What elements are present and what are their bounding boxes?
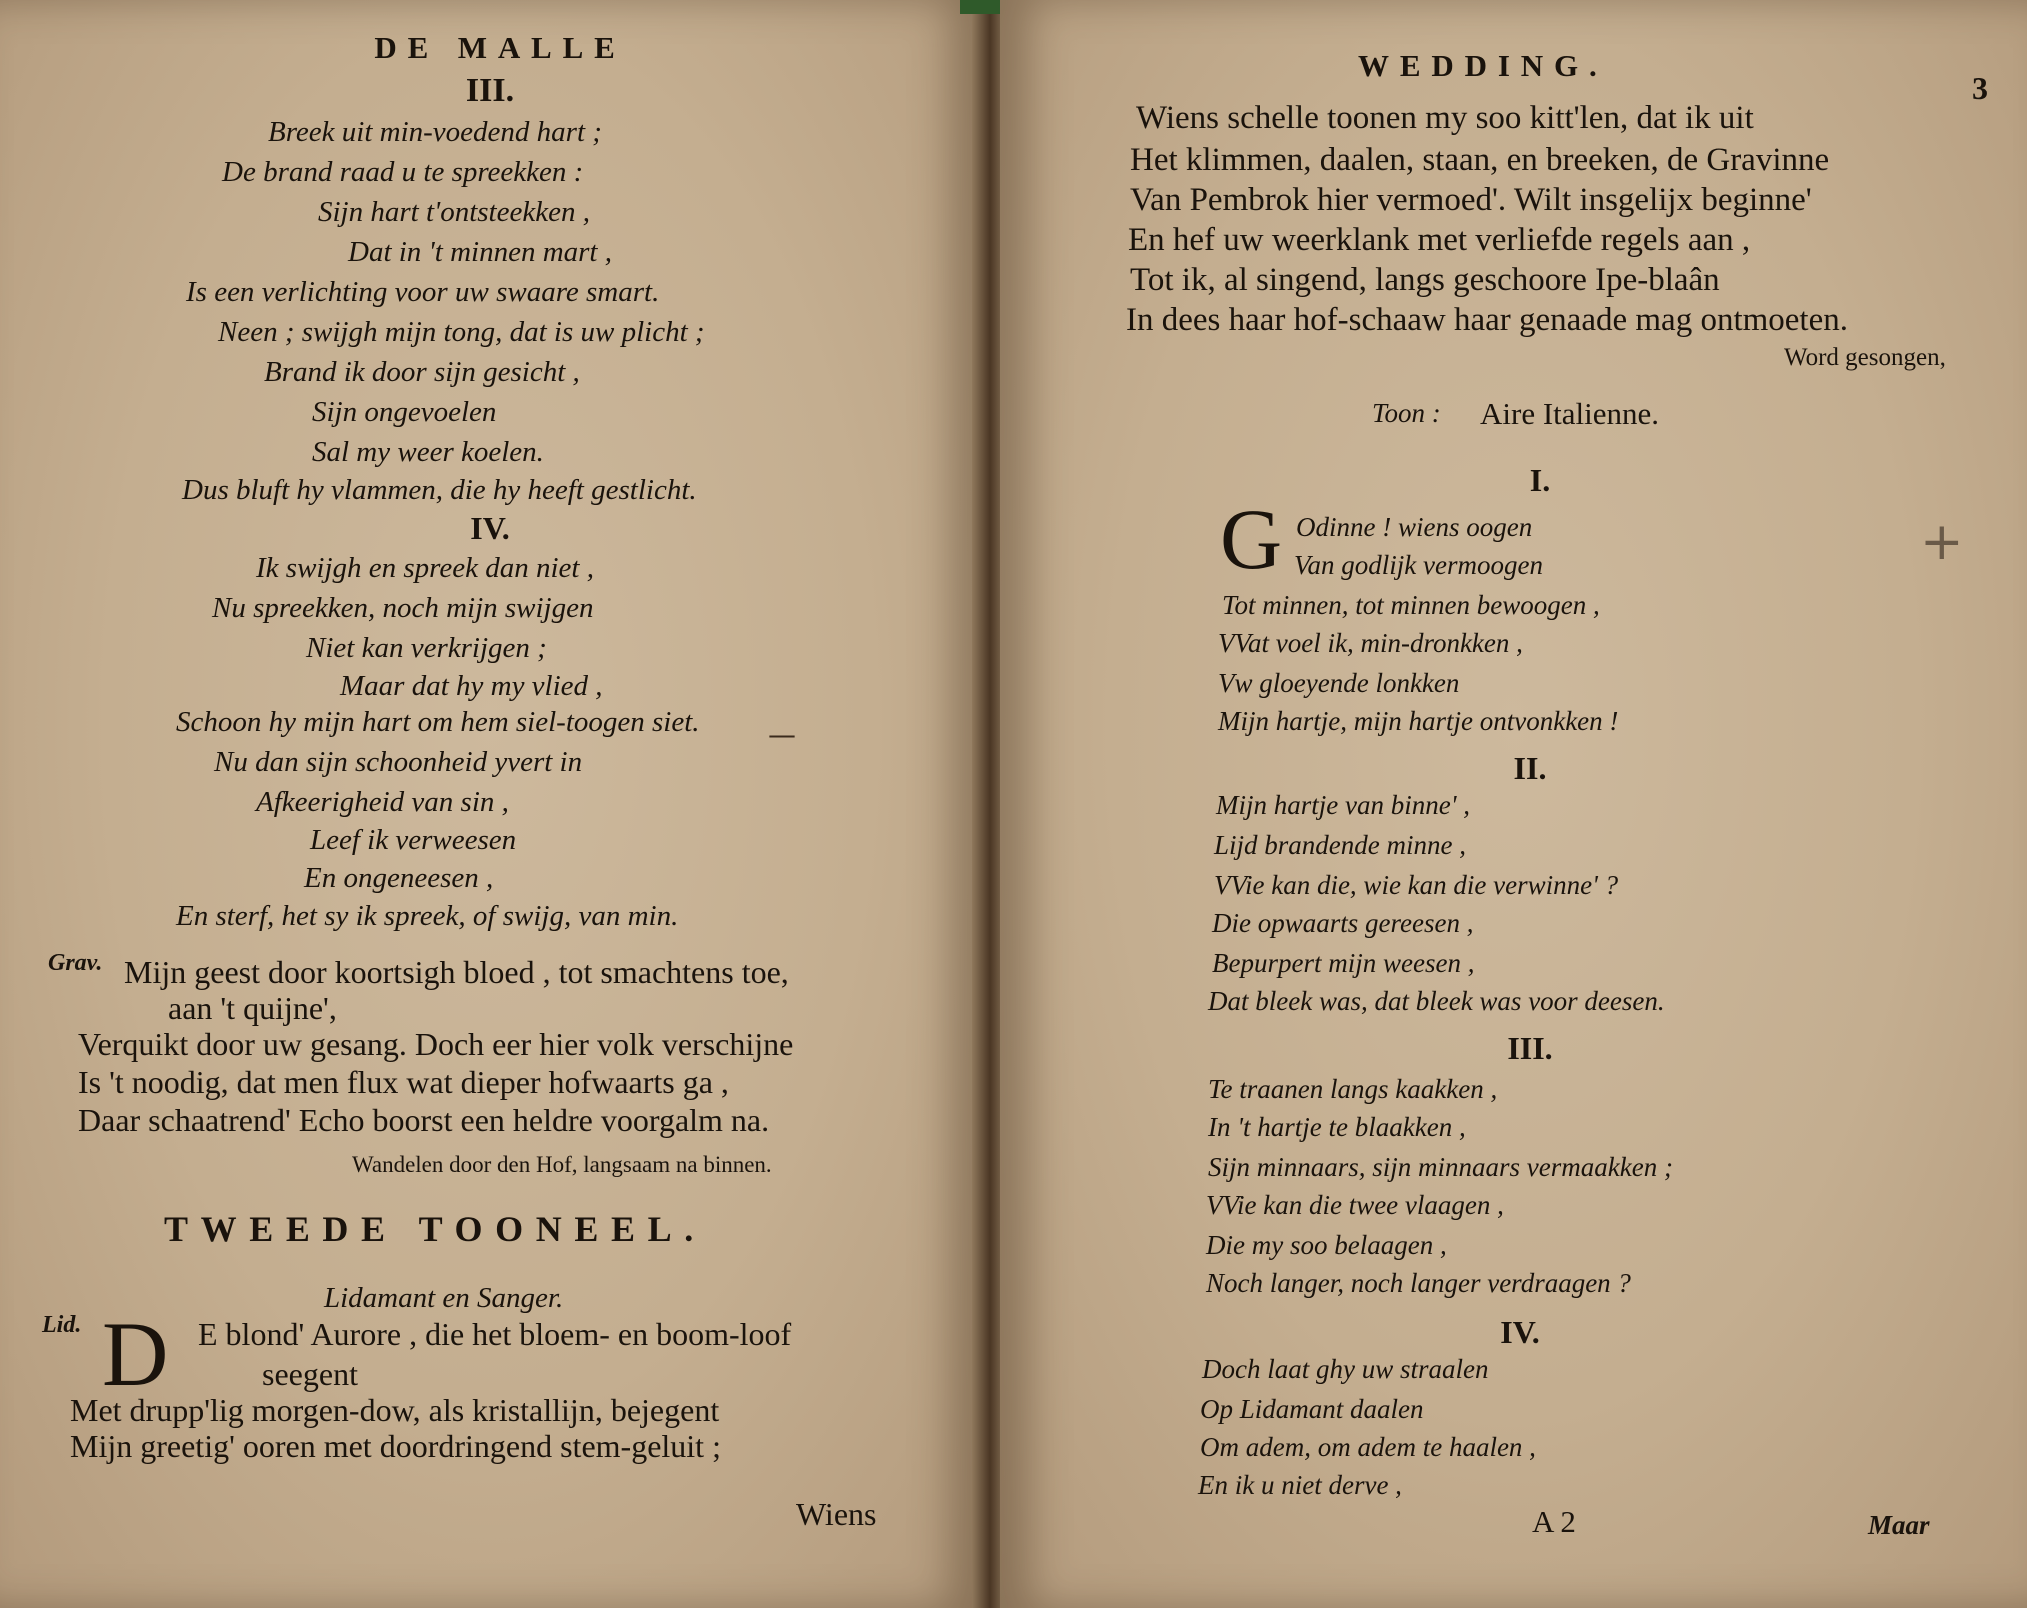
drop-capital: D (102, 1303, 169, 1405)
speaker-label: Lid. (42, 1312, 82, 1338)
verse-line: De brand raad u te spreekken : (222, 156, 584, 188)
song-line: VVat voel ik, min-dronkken , (1218, 628, 1523, 658)
stage-direction: Word gesongen, (1784, 344, 1946, 371)
verse-line: Schoon hy mijn hart om hem siel-toogen siet. (176, 706, 700, 738)
verse-line: Afkeerigheid van sin , (256, 786, 509, 818)
speech-line: In dees haar hof-schaaw haar genaade mag ontmoeten. (1126, 302, 1848, 338)
catchword: Maar (1868, 1510, 1930, 1540)
song-line: Van godlijk vermoogen (1294, 550, 1543, 580)
verse-line: Sijn ongevoelen (312, 396, 497, 428)
song-line: Mijn hartje van binne' , (1216, 790, 1470, 820)
song-line: Vw gloeyende lonkken (1218, 668, 1460, 698)
song-line: Dat bleek was, dat bleek was voor deesen. (1208, 986, 1665, 1016)
speaker-label: Grav. (48, 950, 103, 976)
left-page (0, 0, 980, 1608)
verse-line: Brand ik door sijn gesicht , (264, 356, 580, 388)
song-line: VVie kan die, wie kan die verwinne' ? (1214, 870, 1619, 900)
verse-line: Nu spreekken, noch mijn swijgen (212, 592, 594, 624)
song-line: Die my soo belaagen , (1206, 1230, 1447, 1260)
verse-line: Neen ; swijgh mijn tong, dat is uw plicht ; (218, 316, 705, 348)
verse-line: En sterf, het sy ik spreek, of swijg, van min. (176, 900, 679, 932)
tune-label: Toon : (1372, 398, 1441, 428)
speech-line: Wiens schelle toonen my soo kitt'len, dat ik uit (1136, 100, 1754, 136)
song-line: Die opwaarts gereesen , (1212, 908, 1474, 938)
speech-line: Het klimmen, daalen, staan, en breeken, de Gravinne (1130, 142, 1830, 178)
speech-line: Van Pembrok hier vermoed'. Wilt insgelijx beginne' (1130, 182, 1812, 218)
character-list: Lidamant en Sanger. (324, 1282, 564, 1314)
speech-line: En hef uw weerklank met verliefde regels aan , (1128, 222, 1751, 258)
speech-line: E blond' Aurore , die het bloem- en boom-loof (198, 1316, 792, 1352)
scene-title: TWEEDE TOONEEL. (164, 1209, 706, 1249)
song-line: Tot minnen, tot minnen bewoogen , (1222, 590, 1600, 620)
song-line: Doch laat ghy uw straalen (1202, 1354, 1489, 1384)
verse-line: Is een verlichting voor uw swaare smart. (186, 276, 660, 308)
catchword: Wiens (796, 1496, 877, 1532)
verse-line: Maar dat hy my vlied , (340, 670, 603, 702)
song-line: Om adem, om adem te haalen , (1200, 1432, 1536, 1462)
verse-line: Breek uit min-voedend hart ; (268, 116, 602, 148)
stage-direction: Wandelen door den Hof, langsaam na binnen. (352, 1152, 772, 1177)
song-stanza-number: I. (1529, 462, 1551, 498)
speech-line: Met drupp'lig morgen-dow, als kristallijn, bejegent (70, 1392, 720, 1428)
verse-line: Sijn hart t'ontsteekken , (318, 196, 590, 228)
tune-name: Aire Italienne. (1480, 396, 1660, 431)
song-line: VVie kan die twee vlaagen , (1206, 1190, 1504, 1220)
verse-line: En ongeneesen , (304, 862, 494, 894)
verse-line: Dus bluft hy vlammen, die hy heeft gestlicht. (182, 474, 697, 506)
verse-line: Nu dan sijn schoonheid yvert in (214, 746, 583, 778)
song-stanza-number: III. (1507, 1030, 1553, 1066)
signature-mark: A 2 (1532, 1504, 1576, 1539)
song-line: Bepurpert mijn weesen , (1212, 948, 1475, 978)
verse-line: Dat in 't minnen mart , (348, 236, 612, 268)
stanza-number: III. (465, 72, 515, 109)
song-line: Lijd brandende minne , (1214, 830, 1466, 860)
verse-line: Ik swijgh en spreek dan niet , (256, 552, 594, 584)
dash-mark: — (768, 718, 796, 751)
song-line: Noch langer, noch langer verdraagen ? (1206, 1268, 1631, 1298)
page-number: 3 (1972, 70, 1988, 106)
speech-line: Mijn greetig' ooren met doordringend stem-geluit ; (70, 1428, 721, 1464)
song-line: Odinne ! wiens oogen (1296, 512, 1533, 542)
speech-line: aan 't quijne', (168, 990, 337, 1026)
song-line: Sijn minnaars, sijn minnaars vermaakken ; (1208, 1152, 1673, 1182)
song-line: In 't hartje te blaakken , (1208, 1112, 1466, 1142)
speech-line: Is 't noodig, dat men flux wat dieper hofwaarts ga , (78, 1064, 729, 1100)
song-line: Te traanen langs kaakken , (1208, 1074, 1498, 1104)
right-running-head: WEDDING. (1358, 48, 1608, 83)
speech-line: Mijn geest door koortsigh bloed , tot smachtens toe, (124, 954, 789, 990)
speech-line: Tot ik, al singend, langs geschoore Ipe-blaân (1130, 262, 1720, 298)
right-page (1000, 0, 2027, 1608)
speech-line: seegent (262, 1356, 358, 1392)
song-line: Mijn hartje, mijn hartje ontvonkken ! (1218, 706, 1619, 736)
verse-line: Leef ik verweesen (310, 824, 517, 856)
song-stanza-number: II. (1513, 750, 1547, 786)
speech-line: Verquikt door uw gesang. Doch eer hier volk verschijne (78, 1026, 794, 1062)
stanza-number: IV. (470, 510, 510, 546)
song-line: Op Lidamant daalen (1200, 1394, 1424, 1424)
left-running-head: DE MALLE (374, 30, 626, 65)
verse-line: Sal my weer koelen. (312, 436, 544, 468)
verse-line: Niet kan verkrijgen ; (306, 632, 547, 664)
speech-line: Daar schaatrend' Echo boorst een heldre voorgalm na. (78, 1102, 770, 1138)
song-line: En ik u niet derve , (1198, 1470, 1402, 1500)
drop-capital: G (1220, 491, 1283, 587)
cross-mark: + (1920, 512, 1964, 572)
song-stanza-number: IV. (1500, 1314, 1540, 1350)
